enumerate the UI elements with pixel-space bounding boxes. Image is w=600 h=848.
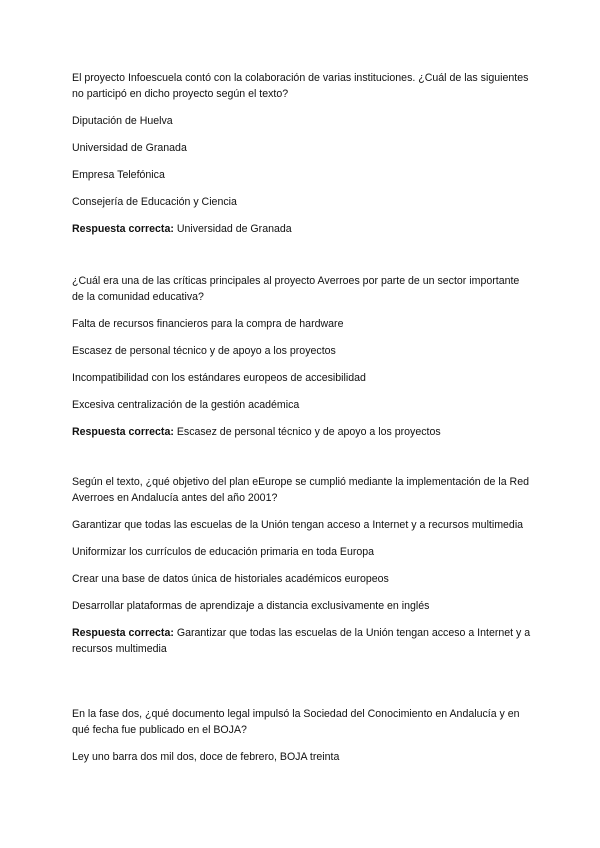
answer-label: Respuesta correcta: [72,627,174,639]
option: Universidad de Granada [72,142,187,154]
answer-label: Respuesta correcta: [72,223,174,235]
option: Garantizar que todas las escuelas de la Unión tengan acceso a Internet y a recursos multimedia [72,519,524,531]
question-text: ¿Cuál era una de las críticas principales al proyecto Averroes por parte de un sector importante de la comunidad educativa? [72,275,520,303]
question-4 [72,706,532,765]
answer-value: Escasez de personal técnico y de apoyo a los proyectos [176,426,441,438]
answer-value: Universidad de Granada [176,223,292,235]
answer-label: Respuesta correcta: [72,426,174,438]
option: Ley uno barra dos mil dos, doce de febrero, BOJA treinta [72,751,340,763]
question-text: El proyecto Infoescuela contó con la colaboración de varias instituciones. ¿Cuál de las siguientes no participó en dicho proyecto según el texto? [72,72,529,100]
question-2 [72,273,532,440]
question-text: En la fase dos, ¿qué documento legal impulsó la Sociedad del Conocimiento en Andalucía y en qué fecha fue publicado en el BOJA? [72,708,520,736]
option: Diputación de Huelva [72,115,173,127]
answer-value: Garantizar que todas las escuelas de la Unión tengan acceso a Internet y a recursos multimedia [72,627,531,655]
option: Escasez de personal técnico y de apoyo a los proyectos [72,345,336,357]
correct-answer [72,221,532,237]
option: Consejería de Educación y Ciencia [72,196,237,208]
question-text: Según el texto, ¿qué objetivo del plan eEurope se cumplió mediante la implementación de la Red Averroes en Andalucía antes del año 2001? [72,476,529,504]
question-3 [72,474,532,657]
option: Incompatibilidad con los estándares europeos de accesibilidad [72,372,366,384]
option: Desarrollar plataformas de aprendizaje a distancia exclusivamente en inglés [72,600,430,612]
correct-answer [72,424,532,440]
option: Uniformizar los currículos de educación primaria en toda Europa [72,546,375,558]
option: Excesiva centralización de la gestión académica [72,399,300,411]
option: Empresa Telefónica [72,169,165,181]
option: Falta de recursos financieros para la compra de hardware [72,318,344,330]
option: Crear una base de datos única de historiales académicos europeos [72,573,389,585]
correct-answer [72,625,532,657]
question-1 [72,70,532,237]
